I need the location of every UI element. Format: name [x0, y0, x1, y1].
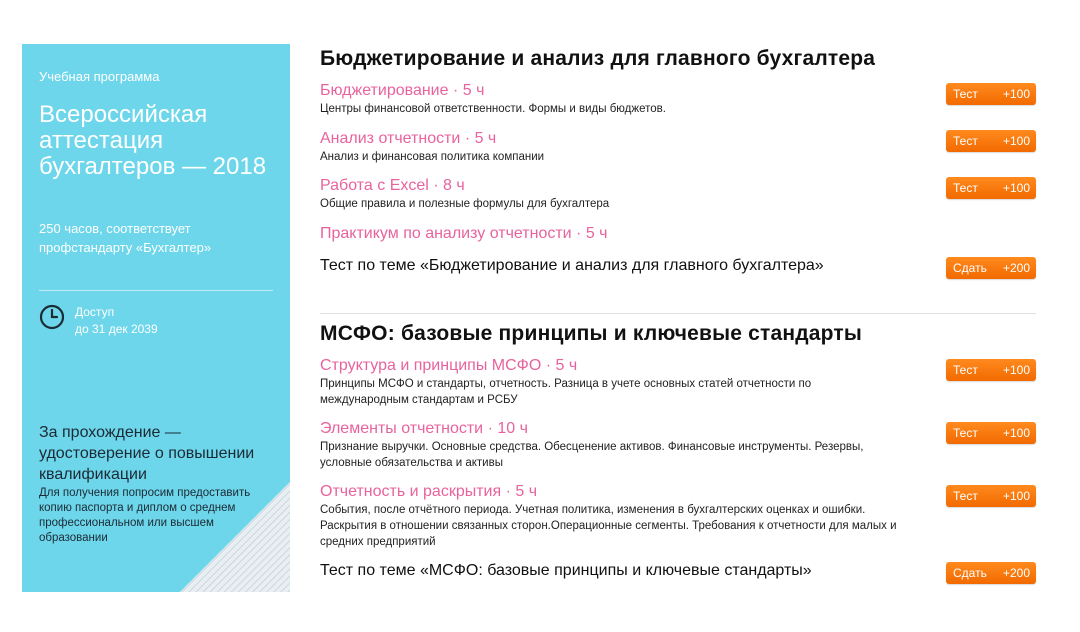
test-button-points: +100 [1002, 489, 1030, 503]
certificate-note: Для получения попросим предоставить копию паспорта и диплом о среднем профессиональном или высшем образовании [39, 487, 251, 544]
test-button[interactable] [946, 83, 1036, 105]
module-description: Признание выручки. Основные средства. Обесценение активов. Финансовые инструменты. Резервы, условные обязательства и активы [320, 441, 864, 469]
test-button-points: +100 [1002, 181, 1030, 195]
module-item [320, 82, 1036, 117]
access-label: Доступ [75, 305, 115, 319]
test-button-points: +100 [1002, 87, 1030, 101]
module-item [320, 130, 1036, 165]
section-test-title: Тест по теме «МСФО: базовые принципы и ключевые стандарты» [320, 562, 812, 579]
module-item [320, 357, 1036, 408]
module-title[interactable]: Отчетность и раскрытия · 5 ч [320, 483, 538, 500]
section-test-title: Тест по теме «Бюджетирование и анализ для главного бухгалтера» [320, 257, 824, 274]
test-button-label: Тест [953, 489, 978, 503]
module-title[interactable]: Практикум по анализу отчетности · 5 ч [320, 225, 608, 242]
module-title[interactable]: Работа с Excel · 8 ч [320, 177, 465, 194]
module-title[interactable]: Анализ отчетности · 5 ч [320, 130, 497, 147]
section-title: Бюджетирование и анализ для главного бухгалтера [320, 47, 876, 70]
module-item [320, 225, 1036, 243]
test-button[interactable] [946, 485, 1036, 507]
test-button-label: Тест [953, 181, 978, 195]
test-button-label: Тест [953, 134, 978, 148]
program-sidebar [22, 44, 290, 592]
sidebar-divider [39, 290, 273, 291]
access-info [75, 304, 158, 338]
module-description: События, после отчётного периода. Учетная политика, изменения в бухгалтерских оценках и ошибки. Раскрытия в отношении связанных сторон.Операционные сегменты. Требования к отчетности для малых и средних предприятий [320, 504, 897, 548]
test-button[interactable] [946, 359, 1036, 381]
test-button-label: Тест [953, 363, 978, 377]
program-hours: 250 часов, соответствует профстандарту «Бухгалтер» [39, 221, 212, 255]
module-title[interactable]: Бюджетирование · 5 ч [320, 82, 485, 99]
submit-button-label: Сдать [953, 566, 987, 580]
test-button[interactable] [946, 130, 1036, 152]
section-test [320, 257, 1036, 275]
module-description: Центры финансовой ответственности. Формы и виды бюджетов. [320, 103, 666, 115]
test-button[interactable] [946, 177, 1036, 199]
module-description: Принципы МСФО и стандарты, отчетность. Разница в учете основных статей отчетности по международным стандартам и РСБУ [320, 378, 812, 406]
submit-button-points: +200 [1002, 566, 1030, 580]
test-button-points: +100 [1002, 426, 1030, 440]
module-description: Общие правила и полезные формулы для бухгалтера [320, 198, 610, 210]
test-button[interactable] [946, 422, 1036, 444]
test-button-label: Тест [953, 87, 978, 101]
section-title: МСФО: базовые принципы и ключевые стандарты [320, 322, 863, 345]
module-title[interactable]: Структура и принципы МСФО · 5 ч [320, 357, 578, 374]
submit-test-button[interactable] [946, 562, 1036, 584]
clock-icon [39, 304, 65, 330]
certificate-decoration [150, 482, 290, 592]
module-title[interactable]: Элементы отчетности · 10 ч [320, 420, 528, 437]
module-item [320, 177, 1036, 212]
test-button-label: Тест [953, 426, 978, 440]
submit-button-points: +200 [1002, 261, 1030, 275]
section-divider [320, 313, 1036, 314]
submit-test-button[interactable] [946, 257, 1036, 279]
test-button-points: +100 [1002, 134, 1030, 148]
test-button-points: +100 [1002, 363, 1030, 377]
program-title: Всероссийская аттестация бухгалтеров — 2018 [39, 101, 267, 180]
certificate-title: За прохождение — удостоверение о повышении квалификации [39, 424, 255, 483]
access-date: до 31 дек 2039 [75, 322, 158, 336]
module-description: Анализ и финансовая политика компании [320, 151, 545, 163]
module-item [320, 420, 1036, 471]
module-item [320, 483, 1036, 550]
program-label: Учебная программа [39, 69, 160, 84]
submit-button-label: Сдать [953, 261, 987, 275]
section-test [320, 562, 1036, 580]
